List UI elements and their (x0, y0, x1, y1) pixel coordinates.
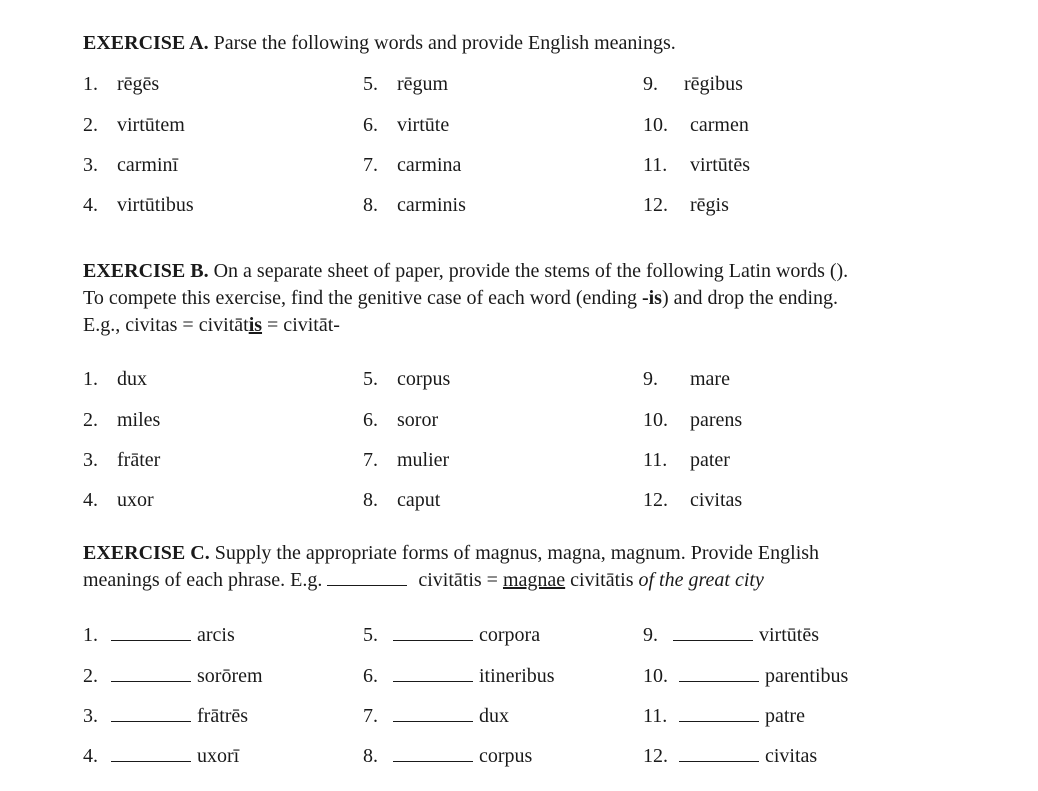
exercise-c-item: 3. frātrēs (83, 705, 249, 727)
answer-blank[interactable] (673, 624, 753, 641)
exercise-b-item: 11. pater (643, 449, 730, 471)
exercise-a-item: 10. carmen (643, 114, 749, 136)
answer-blank[interactable] (111, 745, 191, 762)
exercise-b-item: 6. soror (363, 409, 439, 431)
exercise-a-item: 9. rēgibus (643, 73, 743, 95)
exercise-b-item: 12. civitas (643, 489, 743, 511)
answer-blank[interactable] (679, 745, 759, 762)
exercise-a-item: 8. carminis (363, 194, 466, 216)
exercise-c-item: 10. parentibus (643, 665, 849, 687)
exercise-a-item: 1. rēgēs (83, 73, 160, 95)
answer-blank[interactable] (111, 705, 191, 722)
exercise-a-item: 6. virtūte (363, 114, 450, 136)
exercise-b-item: 9. mare (643, 368, 730, 390)
exercise-a-item: 3. carminī (83, 154, 179, 176)
exercise-c-instructions: EXERCISE C. Supply the appropriate forms of magnus, magna, magnum. Provide English meanings of each phrase. E.g. civitātis = magnae civitātis of the great city (83, 540, 983, 594)
exercise-a-item: 5. rēgum (363, 73, 449, 95)
exercise-b-item: 8. caput (363, 489, 441, 511)
exercise-b-item: 4. uxor (83, 489, 154, 511)
answer-blank[interactable] (111, 665, 191, 682)
exercise-c-item: 12. civitas (643, 745, 818, 767)
answer-blank[interactable] (111, 624, 191, 641)
exercise-c-heading: EXERCISE C. (83, 542, 210, 564)
exercise-b-item: 1. dux (83, 368, 147, 390)
exercise-a-item: 4. virtūtibus (83, 194, 194, 216)
exercise-c-item: 2. sorōrem (83, 665, 263, 687)
exercise-a-item: 12. rēgis (643, 194, 729, 216)
exercise-a-instruction: Parse the following words and provide English meanings. (208, 32, 676, 54)
exercise-b-heading: EXERCISE B. (83, 260, 209, 282)
exercise-c-example: meanings of each phrase. E.g. civitātis = magnae civitātis of the great city (83, 569, 764, 591)
exercise-c-item: 5. corpora (363, 624, 541, 646)
exercise-b-item: 2. miles (83, 409, 161, 431)
exercise-c-item: 1. arcis (83, 624, 235, 646)
exercise-c-item: 6. itineribus (363, 665, 555, 687)
exercise-a-heading: EXERCISE A. (83, 32, 209, 54)
exercise-c-item: 11. patre (643, 705, 805, 727)
exercise-b-instructions: EXERCISE B. On a separate sheet of paper, provide the stems of the following Latin words (). To compete this exercise, find the genitive case of each word (ending -is) and drop the ending. E.g., civitas = civitātis = civitāt- (83, 258, 983, 339)
exercise-b-item: 10. parens (643, 409, 743, 431)
answer-blank[interactable] (679, 705, 759, 722)
answer-blank[interactable] (393, 624, 473, 641)
exercise-a-item: 11. virtūtēs (643, 154, 750, 176)
example-blank (327, 569, 407, 586)
exercise-a-item: 7. carmina (363, 154, 462, 176)
exercise-b-item: 3. frāter (83, 449, 161, 471)
exercise-c-item: 4. uxorī (83, 745, 240, 767)
exercise-c-item: 7. dux (363, 705, 509, 727)
exercise-c-item: 8. corpus (363, 745, 533, 767)
answer-blank[interactable] (393, 665, 473, 682)
exercise-c-item: 9. virtūtēs (643, 624, 819, 646)
answer-blank[interactable] (679, 665, 759, 682)
exercise-b-item: 7. mulier (363, 449, 450, 471)
exercise-a-instructions (83, 30, 983, 57)
exercise-a-item: 2. virtūtem (83, 114, 185, 136)
exercise-b-item: 5. corpus (363, 368, 451, 390)
answer-blank[interactable] (393, 745, 473, 762)
exercise-b-example: E.g., civitas = civitātis = civitāt- (83, 314, 340, 336)
answer-blank[interactable] (393, 705, 473, 722)
